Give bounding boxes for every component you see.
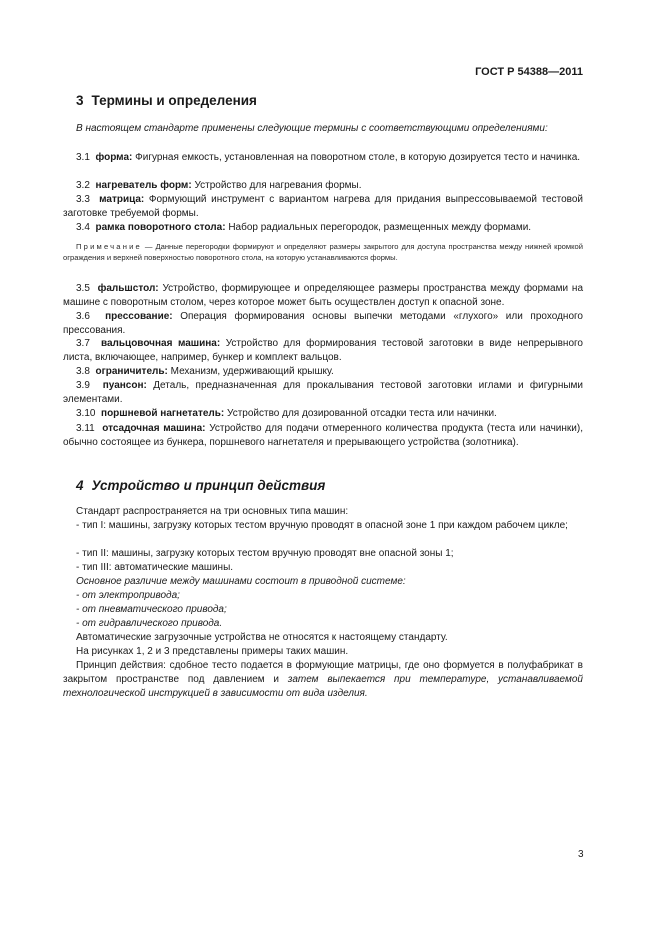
doc-code: ГОСТ Р 54388—2011 — [475, 66, 583, 78]
term-definition: Механизм, удерживающий крышку. — [170, 366, 334, 377]
term-definition: Устройство для нагревания формы. — [194, 180, 362, 191]
term-number: 3.6 — [76, 311, 90, 322]
page-number: 3 — [578, 849, 584, 860]
section-4-bullet-drive-3: - от гидравлического привода. — [76, 618, 223, 629]
principle-text: Принцип действия: сдобное тесто подается в формующие матрицы, где оно формуется в полуфабрикат в закрытом пространстве под давлением и — [63, 660, 583, 686]
term-number: 3.10 — [76, 408, 96, 419]
section-4-bullet-drive-2: - от пневматического привода; — [76, 604, 227, 615]
term-name: нагреватель форм: — [95, 180, 192, 191]
term-number: 3.9 — [76, 380, 90, 391]
section-3-number: 3 — [76, 93, 84, 108]
term-name: фальшстол: — [97, 283, 159, 294]
term-name: вальцовочная машина: — [100, 338, 221, 349]
section-4-title — [76, 478, 325, 493]
term-name: ограничитель: — [95, 366, 168, 377]
term-number: 3.4 — [76, 222, 90, 233]
term-name: поршневой нагнетатель: — [101, 408, 225, 419]
section-3-title — [76, 93, 257, 108]
term-number: 3.3 — [76, 194, 90, 205]
term-number: 3.8 — [76, 366, 90, 377]
term-3-4 — [63, 221, 583, 235]
term-3-10 — [63, 407, 583, 421]
term-number: 3.5 — [76, 283, 90, 294]
term-name: отсадочная машина: — [102, 423, 206, 434]
term-name: форма: — [95, 152, 133, 163]
section-4-p4: На рисунках 1, 2 и 3 представлены примеры таких машин. — [76, 646, 349, 657]
term-3-2 — [63, 179, 583, 193]
section-3-intro: В настоящем стандарте применены следующие термины с соответствующими определениями: — [76, 123, 548, 134]
term-definition: Устройство для дозированной отсадки теста или начинки. — [227, 408, 497, 419]
term-definition: Набор радиальных перегородок, размещенных между формами. — [228, 222, 532, 233]
term-3-6 — [63, 310, 583, 338]
term-3-11 — [63, 422, 583, 450]
term-3-5 — [63, 282, 583, 310]
term-definition: Устройство для подачи отмеренного количества продукта (теста или начинки), обычно состоящее из бункера, поршневого нагнетателя и прерывающего устройства (золотника). — [63, 423, 583, 449]
term-name: матрица: — [99, 194, 145, 205]
section-4-heading: Устройство и принцип действия — [91, 478, 326, 493]
term-name: прессование: — [105, 311, 173, 322]
note-label: Примечание — [76, 242, 142, 251]
term-3-3 — [63, 193, 583, 221]
term-name: пуансон: — [102, 380, 147, 391]
term-3-9 — [63, 379, 583, 407]
term-name: рамка поворотного стола: — [95, 222, 226, 233]
term-3-7 — [63, 337, 583, 365]
section-4-bullet-drive-1: - от электропривода; — [76, 590, 180, 601]
term-definition: Фигурная емкость, установленная на поворотном столе, в которую дозируется тесто и начинка. — [135, 152, 581, 163]
section-4-p2: Основное различие между машинами состоит в приводной системе: — [76, 576, 406, 587]
term-number: 3.7 — [76, 338, 90, 349]
section-4-p5 — [63, 659, 583, 702]
term-number: 3.1 — [76, 152, 90, 163]
term-definition: Устройство для формирования тестовой заготовки в виде непрерывного листа, включающее, например, бункер и комплект вальцов. — [63, 338, 583, 364]
term-definition: Операция формирования основы выпечки методами «глухого» или проходного прессования. — [63, 311, 583, 337]
section-4-p3: Автоматические загрузочные устройства не относятся к настоящему стандарту. — [76, 632, 448, 643]
term-definition: Устройство, формирующее и определяющее размеры пространства между формами на машине с поворотным столом, через которое может быть осуществлен доступ к опасной зоне. — [63, 283, 584, 309]
section-4-bullet-type-1: - тип I: машины, загрузку которых тестом вручную проводят в опасной зоне 1 при каждом рабочем цикле; — [76, 520, 568, 531]
term-number: 3.11 — [76, 423, 95, 434]
section-3-heading: Термины и определения — [91, 93, 257, 108]
section-4-p1: Стандарт распространяется на три основных типа машин: — [76, 506, 349, 517]
term-number: 3.2 — [76, 180, 90, 191]
section-4-number: 4 — [76, 478, 84, 493]
term-definition: Формующий инструмент с вариантом нагрева для придания выпрессовываемой тестовой заготовке требуемой формы. — [63, 194, 583, 220]
term-definition: Деталь, предназначенная для прокалывания тестовой заготовки иглами и фигурными элементами. — [63, 380, 584, 406]
term-3-8 — [63, 365, 583, 379]
term-3-1 — [63, 151, 583, 165]
section-4-bullet-type-2: - тип II: машины, загрузку которых тестом вручную проводят вне опасной зоны 1; — [76, 548, 454, 559]
section-4-bullet-type-3: - тип III: автоматические машины. — [76, 562, 234, 573]
note-3-4 — [63, 241, 583, 263]
note-text: — Данные перегородки формируют и определяют размеры закрытого для доступа пространства между нижней кромкой ограждения и верхней поверхностью поворотного стола, на которую устанавливаются формы. — [63, 242, 583, 262]
principle-text-italic: затем выпекается при температуре, устанавливаемой технологической инструкцией в зависимости от вида изделия. — [63, 674, 583, 700]
